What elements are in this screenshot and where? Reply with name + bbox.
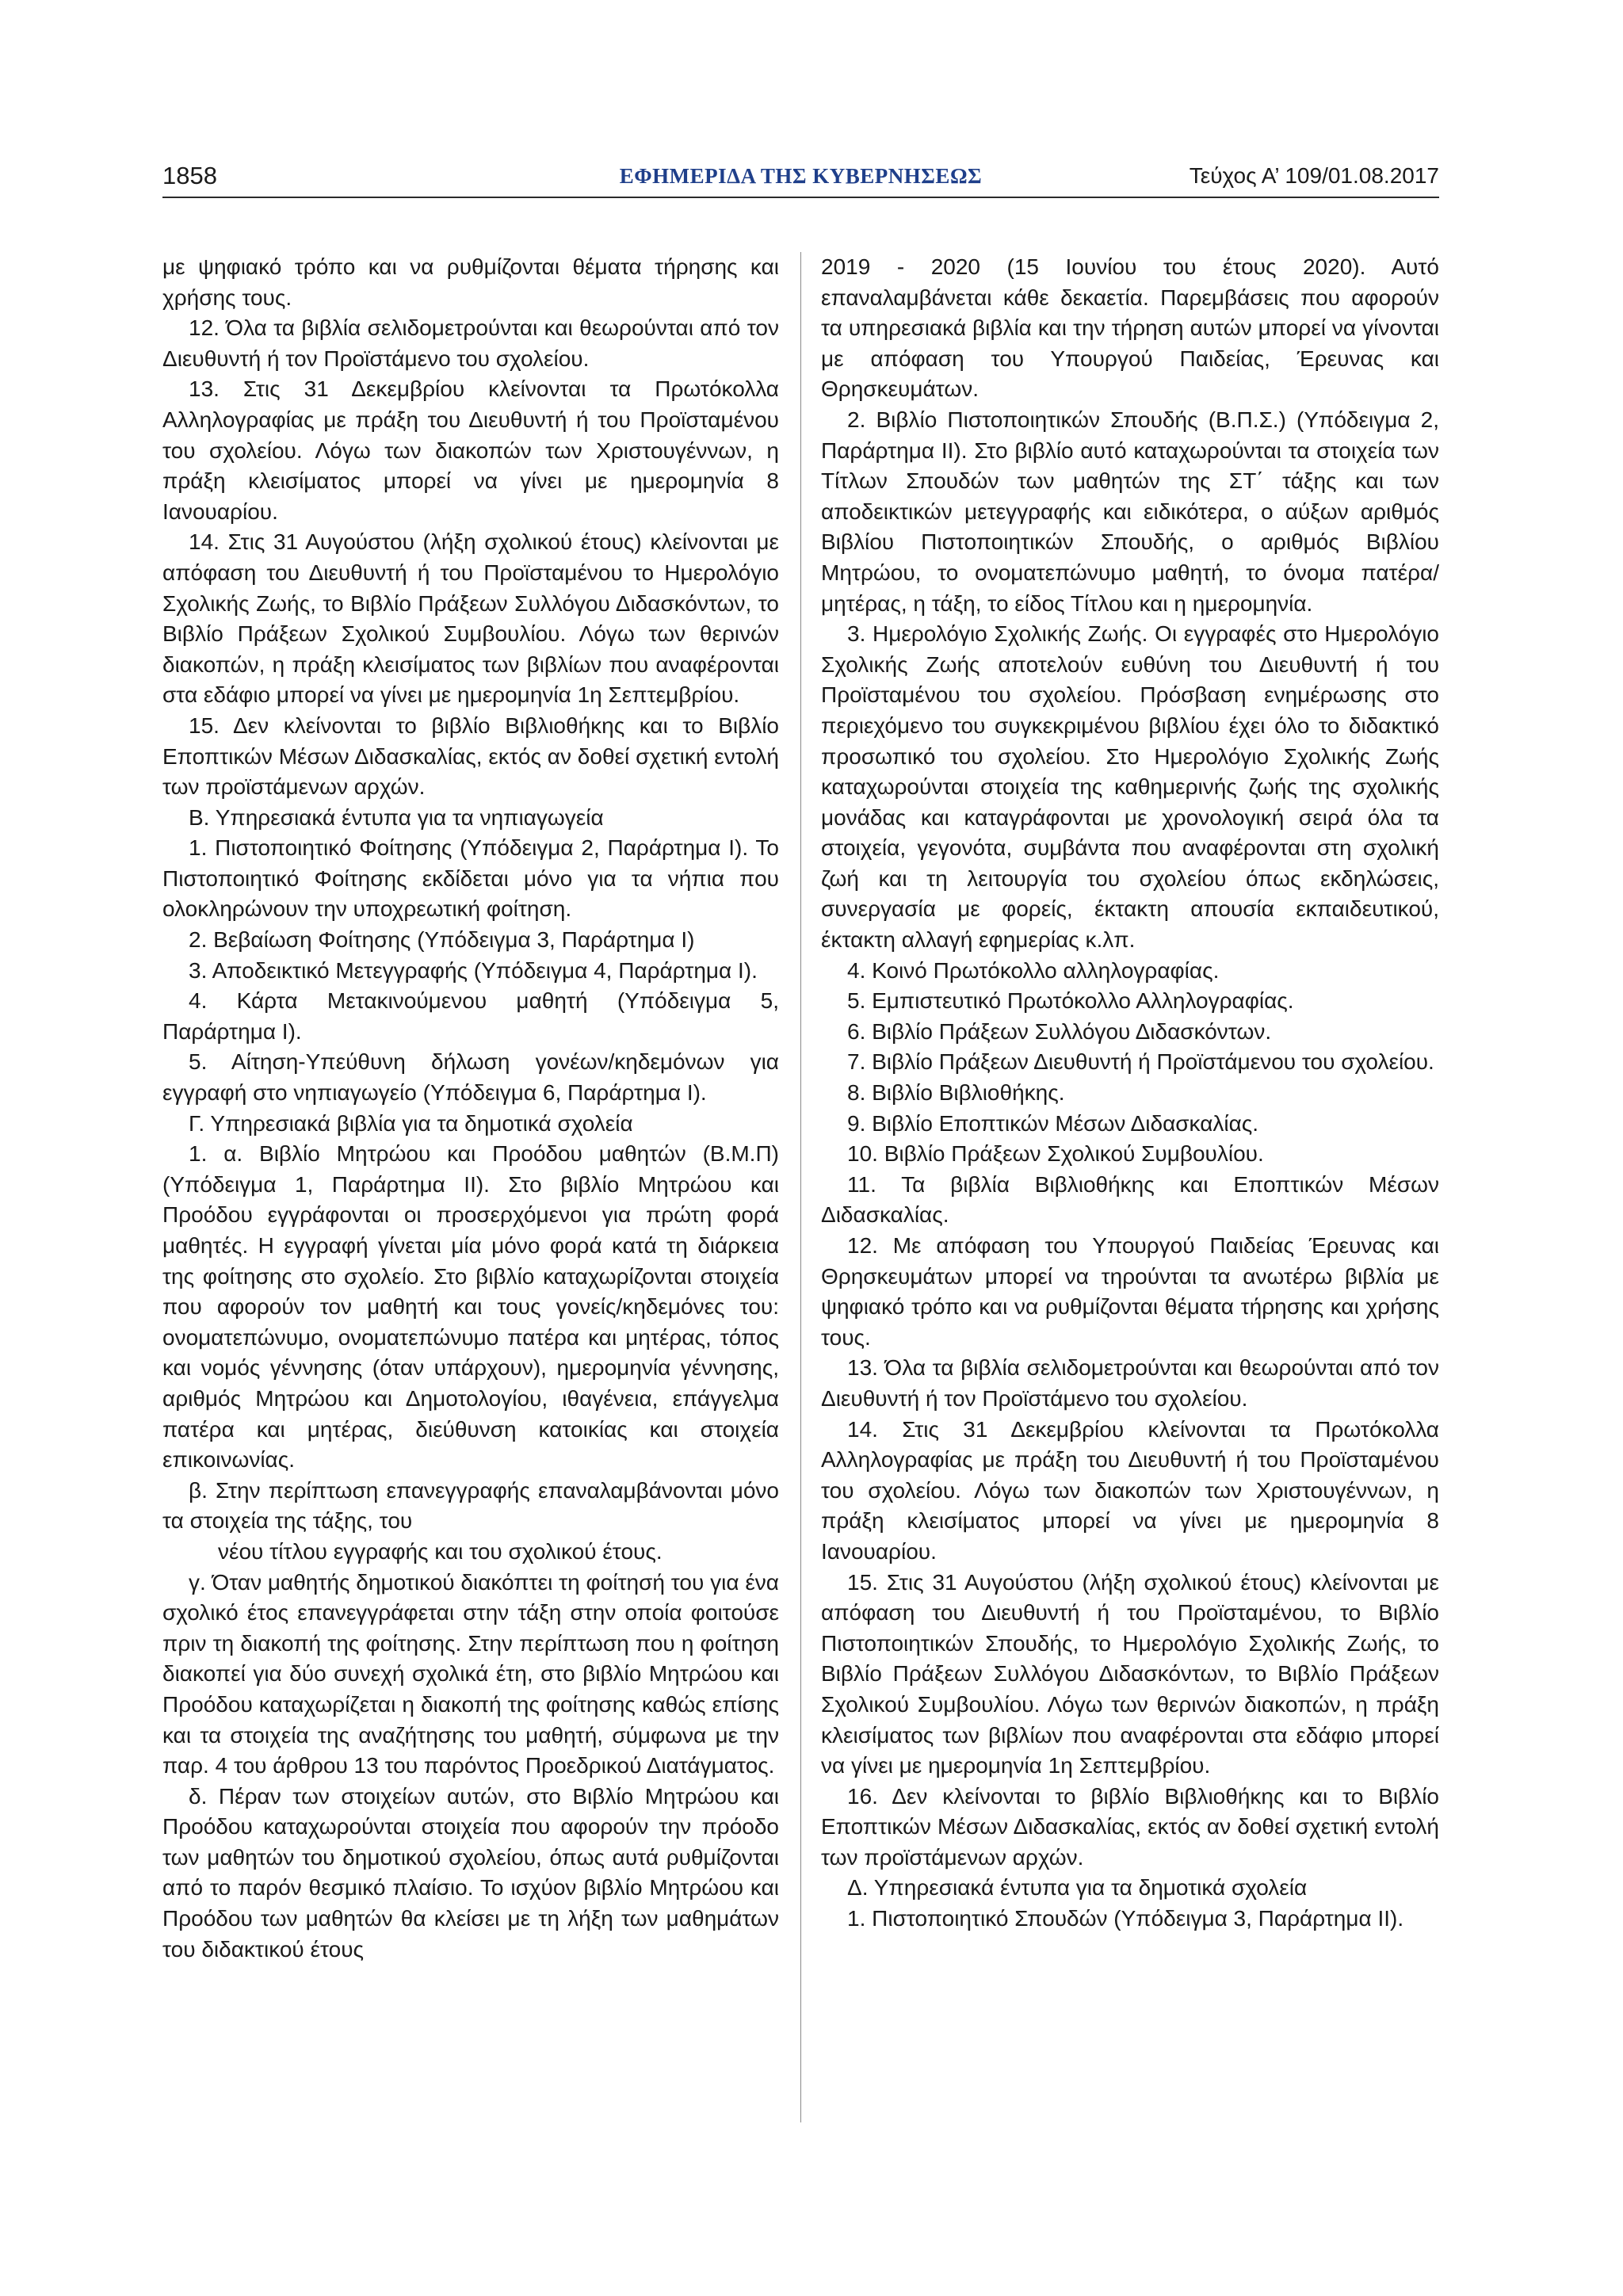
paragraph: 7. Βιβλίο Πράξεων Διευθυντή ή Προϊστάμενου του σχολείου. [847, 1049, 1434, 1075]
paragraph: 4. Κάρτα Μετακινούμενου μαθητή (Υπόδειγμα 5, Παράρτημα Ι). [162, 988, 779, 1044]
paragraph: 14. Στις 31 Αυγούστου (λήξη σχολικού έτους) κλείνονται με απόφαση του Διευθυντή ή του Προϊσταμένου το Ημερολόγιο Σχολικής Ζωής, το Βιβλίο Πράξεων Συλλόγου Διδασκόντων, το Βιβλίο Πράξεων Σχολικού Συμβουλίου. Λόγω των θερινών διακοπών, η πράξη κλεισίματος των βιβλίων που αναφέρονται στα εδάφιο μπορεί να γίνει με ημερομηνία 1η Σεπτεμβρίου. [162, 529, 779, 708]
paragraph: 15. Δεν κλείνονται το βιβλίο Βιβλιοθήκης και το Βιβλίο Εποπτικών Μέσων Διδασκαλίας, εκτός αν δοθεί σχετική εντολή των προϊστάμενων αρχών. [162, 712, 779, 800]
paragraph: νέου τίτλου εγγραφής και του σχολικού έτους. [218, 1538, 663, 1564]
paragraph: 5. Εμπιστευτικό Πρωτόκολλο Αλληλογραφίας. [847, 988, 1294, 1014]
right-column [821, 252, 1439, 1935]
paragraph: με ψηφιακό τρόπο και να ρυθμίζονται θέματα τήρησης και χρήσης τους. [162, 254, 779, 310]
section-heading: Δ. Υπηρεσιακά έντυπα για τα δημοτικά σχολεία [847, 1875, 1308, 1901]
paragraph: 4. Κοινό Πρωτόκολλο αλληλογραφίας. [847, 957, 1220, 983]
section-heading: Β. Υπηρεσιακά έντυπα για τα νηπιαγωγεία [189, 804, 604, 830]
paragraph: 8. Βιβλίο Βιβλιοθήκης. [847, 1080, 1065, 1106]
issue-info: Τεύχος Α’ 109/01.08.2017 [1189, 163, 1439, 188]
paragraph: 12. Όλα τα βιβλία σελιδομετρούνται και θεωρούνται από τον Διευθυντή ή τον Προϊστάμενο του σχολείου. [162, 315, 779, 371]
paragraph: γ. Όταν μαθητής δημοτικού διακόπτει τη φοίτησή του για ένα σχολικό έτος επανεγγράφεται στην τάξη στην οποία φοιτούσε πριν τη διακοπή της φοίτησης. Στην περίπτωση που η φοίτηση διακοπεί για δύο συνεχή σχολικά έτη, στο βιβλίο Μητρώου και Προόδου καταχωρίζεται η διακοπή της φοίτησης καθώς επίσης και τα στοιχεία της αναζήτησης του μαθητή, σύμφωνα με την παρ. 4 του άρθρου 13 του παρόντος Προεδρικού Διατάγματος. [162, 1569, 779, 1778]
paragraph: 3. Ημερολόγιο Σχολικής Ζωής. Οι εγγραφές στο Ημερολόγιο Σχολικής Ζωής αποτελούν ευθύνη του Διευθυντή ή του Προϊσταμένου του σχολείου. Πρόσβαση ενημέρωσης στο περιεχόμενο του συγκεκριμένου βιβλίου έχει όλο το διδακτικό προσωπικό του σχολείου. Στο Ημερολόγιο Σχολικής Ζωής καταχωρούνται στοιχεία της καθημερινής ζωής της σχολικής μονάδας και καταγράφονται με χρονολογική σειρά όλα τα στοιχεία, γεγονότα, συμβάντα που αναφέρονται στη σχολική ζωή και τη λειτουργία του σχολείου όπως εκδηλώσεις, συνεργασία με φορείς, έκτακτη απουσία εκπαιδευτικού, έκτακτη αλλαγή εφημερίας κ.λπ. [821, 621, 1439, 953]
paragraph: 6. Βιβλίο Πράξεων Συλλόγου Διδασκόντων. [847, 1018, 1272, 1044]
paragraph: 13. Όλα τα βιβλία σελιδομετρούνται και θεωρούνται από τον Διευθυντή ή τον Προϊστάμενο του σχολείου. [821, 1355, 1439, 1411]
paragraph: 1. α. Βιβλίο Μητρώου και Προόδου μαθητών (Β.Μ.Π) (Υπόδειγμα 1, Παράρτημα ΙΙ). Στο βιβλίο Μητρώου και Προόδου εγγράφονται οι προσερχόμενοι για πρώτη φορά μαθητές. Η εγγραφή γίνεται μία μόνο φορά κατά τη διάρκεια της φοίτησης στο σχολείο. Στο βιβλίο καταχωρίζονται στοιχεία που αφορούν τον μαθητή και τους γονείς/κηδεμόνες του: ονοματεπώνυμο, ονοματεπώνυμο πατέρα και μητέρας, τόπος και νομός γέννησης (όταν υπάρχουν), ημερομηνία γέννησης, αριθμός Μητρώου και Δημοτολογίου, ιθαγένεια, επάγγελμα πατέρα και μητέρας, διεύθυνση κατοικίας και στοιχεία επικοινωνίας. [162, 1141, 779, 1473]
section-heading: Γ. Υπηρεσιακά βιβλία για τα δημοτικά σχολεία [189, 1110, 633, 1136]
paragraph: 1. Πιστοποιητικό Σπουδών (Υπόδειγμα 3, Παράρτημα ΙΙ). [847, 1906, 1404, 1931]
paragraph: β. Στην περίπτωση επανεγγραφής επαναλαμβάνονται μόνο τα στοιχεία της τάξης, του [162, 1477, 779, 1534]
paragraph: 16. Δεν κλείνονται το βιβλίο Βιβλιοθήκης και το Βιβλίο Εποπτικών Μέσων Διδασκαλίας, εκτός αν δοθεί σχετική εντολή των προϊστάμενων αρχών. [821, 1783, 1439, 1870]
paragraph: 10. Βιβλίο Πράξεων Σχολικού Συμβουλίου. [847, 1141, 1264, 1167]
paragraph: 13. Στις 31 Δεκεμβρίου κλείνονται τα Πρωτόκολλα Αλληλογραφίας με πράξη του Διευθυντή ή του Προϊσταμένου του σχολείου. Λόγω των διακοπών των Χριστουγέννων, η πράξη κλεισίματος μπορεί να γίνει με ημερομηνία 8 Ιανουαρίου. [162, 376, 779, 524]
paragraph: 9. Βιβλίο Εποπτικών Μέσων Διδασκαλίας. [847, 1110, 1259, 1136]
paragraph: δ. Πέραν των στοιχείων αυτών, στο Βιβλίο Μητρώου και Προόδου καταχωρούνται στοιχεία που αφορούν την πρόοδο των μαθητών του δημοτικού σχολείου, όπως αυτά ρυθμίζονται από το παρόν θεσμικό πλαίσιο. Το ισχύον βιβλίο Μητρώου και Προόδου των μαθητών θα κλείσει με τη λήξη των μαθημάτων του διδακτικού έτους [162, 1783, 779, 1962]
paragraph: 2. Βεβαίωση Φοίτησης (Υπόδειγμα 3, Παράρτημα Ι) [189, 927, 695, 953]
page-number: 1858 [162, 162, 217, 189]
page-header [162, 160, 1439, 197]
paragraph: 2. Βιβλίο Πιστοποιητικών Σπουδής (Β.Π.Σ.) (Υπόδειγμα 2, Παράρτημα ΙΙ). Στο βιβλίο αυτό καταχωρούνται τα στοιχεία των Τίτλων Σπουδών των μαθητών της ΣΤ΄ τάξης και των αποδεικτικών μετεγγραφής και ειδικότερα, ο αύξων αριθμός Βιβλίου Πιστοποιητικών Σπουδής, ο αριθμός Βιβλίου Μητρώου, το ονοματεπώνυμο μαθητή, το όνομα πατέρα/μητέρας, η τάξη, το είδος Τίτλου και η ημερομηνία. [821, 407, 1439, 616]
paragraph: 3. Αποδεικτικό Μετεγγραφής (Υπόδειγμα 4, Παράρτημα Ι). [189, 957, 758, 983]
header-rule [162, 197, 1439, 198]
left-column [162, 252, 779, 1965]
paragraph: 14. Στις 31 Δεκεμβρίου κλείνονται τα Πρωτόκολλα Αλληλογραφίας με πράξη του Διευθυντή ή του Προϊσταμένου του σχολείου. Λόγω των διακοπών των Χριστουγέννων, η πράξη κλεισίματος μπορεί να γίνει με ημερομηνία 8 Ιανουαρίου. [821, 1416, 1439, 1564]
column-divider [800, 252, 801, 2122]
paragraph: 2019 - 2020 (15 Ιουνίου του έτους 2020). Αυτό επαναλαμβάνεται κάθε δεκαετία. Παρεμβάσεις που αφορούν τα υπηρεσιακά βιβλία και την τήρηση αυτών μπορεί να γίνονται με απόφαση του Υπουργού Παιδείας, Έρευνας και Θρησκευμάτων. [821, 254, 1439, 402]
paragraph: 1. Πιστοποιητικό Φοίτησης (Υπόδειγμα 2, Παράρτημα Ι). Το Πιστοποιητικό Φοίτησης εκδίδεται μόνο για τα νήπια που ολοκληρώνουν την υποχρεωτική φοίτηση. [162, 835, 779, 922]
paragraph: 12. Με απόφαση του Υπουργού Παιδείας Έρευνας και Θρησκευμάτων μπορεί να τηρούνται τα ανωτέρω βιβλία με ψηφιακό τρόπο και να ρυθμίζονται θέματα τήρησης και χρήσης τους. [821, 1233, 1439, 1350]
paragraph: 15. Στις 31 Αυγούστου (λήξη σχολικού έτους) κλείνονται με απόφαση του Διευθυντή ή του Προϊσταμένου, το Βιβλίο Πιστοποιητικών Σπουδής, το Ημερολόγιο Σχολικής Ζωής, το Βιβλίο Πράξεων Συλλόγου Διδασκόντων, το Βιβλίο Πράξεων Σχολικού Συμβουλίου. Λόγω των θερινών διακοπών, η πράξη κλεισίματος των βιβλίων που αναφέρονται στα εδάφιο μπορεί να γίνει με ημερομηνία 1η Σεπτεμβρίου. [821, 1569, 1439, 1778]
paragraph: 11. Τα βιβλία Βιβλιοθήκης και Εποπτικών Μέσων Διδασκαλίας. [821, 1171, 1439, 1228]
journal-title: ΕΦΗΜΕΡΙΔΑ ΤΗΣ ΚΥΒΕΡΝΗΣΕΩΣ [619, 164, 983, 188]
paragraph: 5. Αίτηση-Υπεύθυνη δήλωση γονέων/κηδεμόνων για εγγραφή στο νηπιαγωγείο (Υπόδειγμα 6, Παράρτημα Ι). [162, 1049, 779, 1106]
